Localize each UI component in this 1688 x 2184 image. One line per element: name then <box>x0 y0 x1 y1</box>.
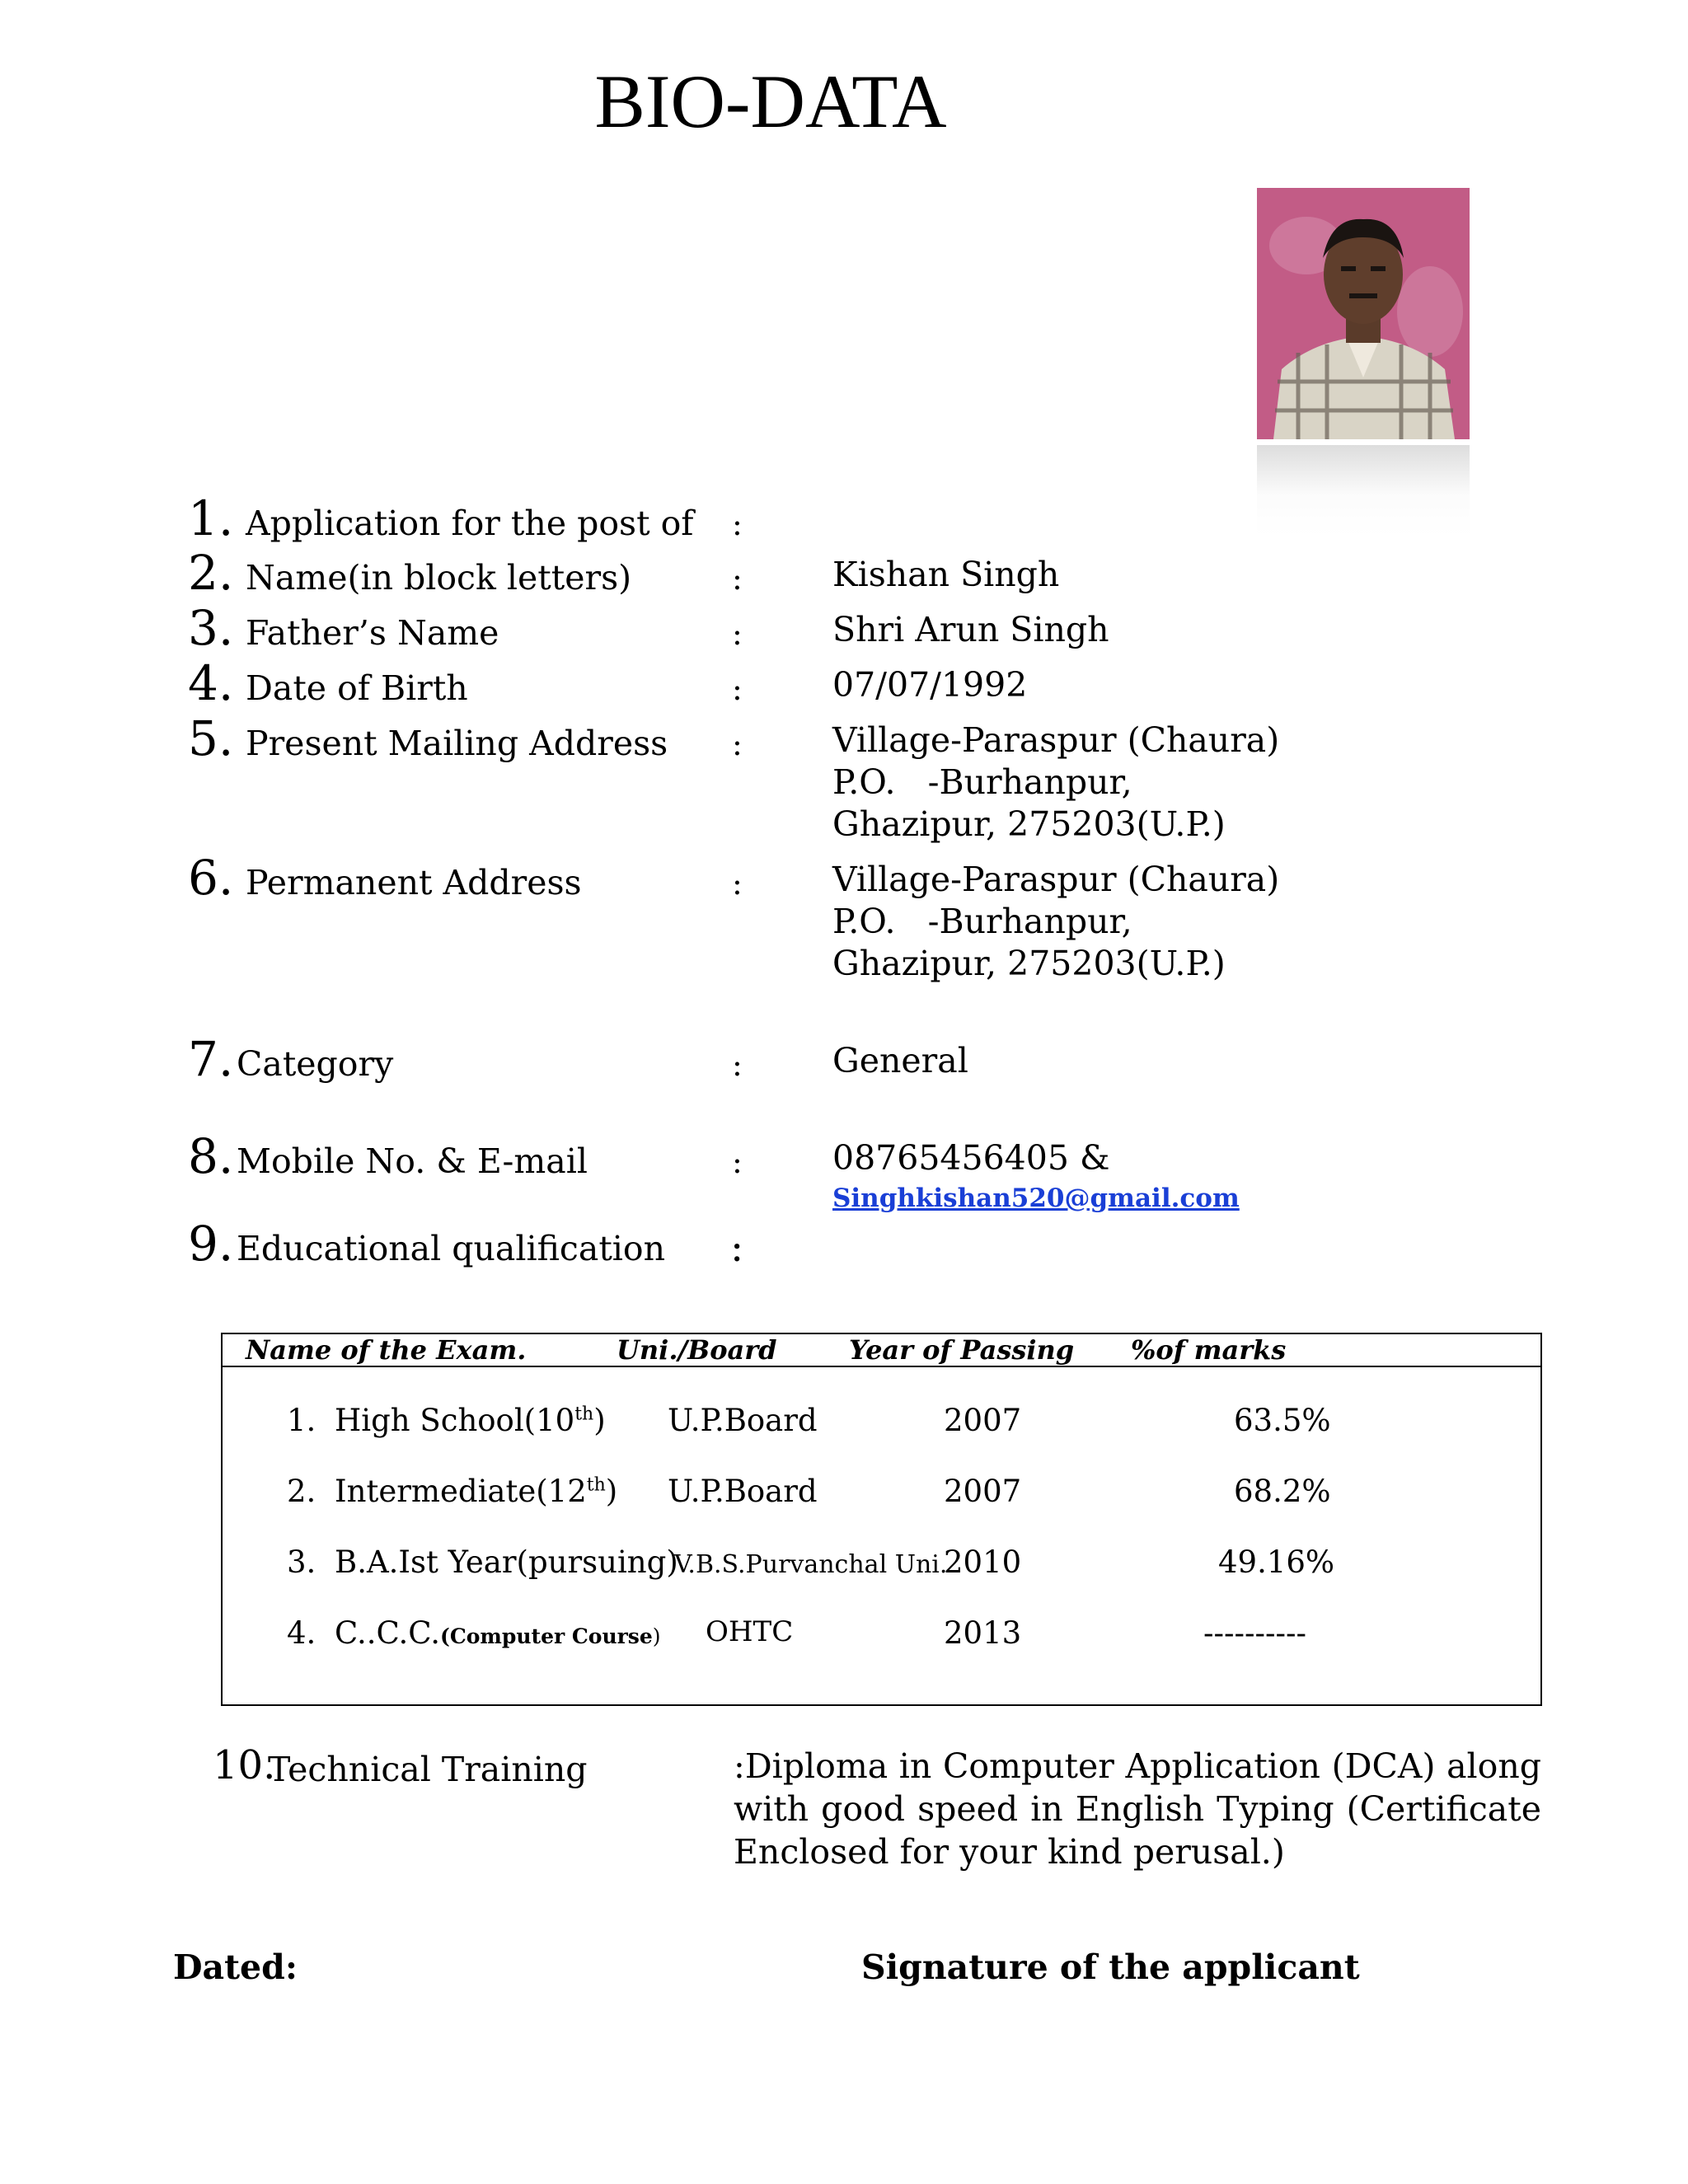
field-colon: : <box>732 616 743 652</box>
field-label-dob: Date of Birth <box>246 668 468 708</box>
field-number: 2. <box>188 545 234 601</box>
permanent-address-line: Village-Paraspur (Chaura) <box>832 860 1280 899</box>
person-image-icon <box>1257 188 1470 439</box>
field-number: 3. <box>188 600 234 656</box>
page-title: BIO-DATA <box>594 59 947 143</box>
table-cell-year: 2007 <box>944 1474 1022 1509</box>
photo-reflection <box>1257 445 1470 536</box>
field-colon: : <box>732 865 743 902</box>
table-cell-board: V.B.S.Purvanchal Uni. <box>674 1550 948 1579</box>
field-label-education: Educational qualification <box>237 1229 666 1268</box>
signature-label: Signature of the applicant <box>861 1947 1360 1987</box>
table-header-divider <box>221 1366 1542 1367</box>
table-cell-exam: B.A.Ist Year(pursuing) <box>335 1544 678 1580</box>
field-label-father: Father’s Name <box>246 613 499 653</box>
field-number: 8. <box>188 1128 234 1184</box>
field-label-post: Application for the post of <box>246 504 694 543</box>
field-number: 1. <box>188 490 234 546</box>
dated-label: Dated: <box>173 1947 298 1987</box>
table-header-exam: Name of the Exam. <box>246 1334 527 1366</box>
field-number: 5. <box>188 710 234 766</box>
field-label-category: Category <box>237 1044 394 1084</box>
table-cell-marks: 63.5% <box>1234 1403 1331 1438</box>
field-label-mailing-address: Present Mailing Address <box>246 724 668 763</box>
email-link[interactable]: Singhkishan520@gmail.com <box>832 1183 1240 1213</box>
table-cell-board: U.P.Board <box>668 1403 818 1438</box>
field-number: 9. <box>188 1216 234 1272</box>
table-cell-board: U.P.Board <box>668 1474 818 1509</box>
field-value-mobile: 08765456405 & <box>832 1138 1110 1178</box>
field-label-mobile-email: Mobile No. & E-mail <box>237 1141 588 1181</box>
table-cell-marks: ---------- <box>1203 1615 1307 1651</box>
table-cell-exam: Intermediate(12th) <box>335 1474 618 1509</box>
field-value-dob: 07/07/1992 <box>832 665 1028 705</box>
table-row-index: 1. <box>287 1403 316 1438</box>
table-row-index: 4. <box>287 1615 316 1651</box>
field-value-category: General <box>832 1041 968 1080</box>
table-cell-marks: 49.16% <box>1218 1544 1335 1580</box>
field-colon: : <box>732 1047 743 1083</box>
field-colon: : <box>732 506 743 542</box>
mailing-address-line: Village-Paraspur (Chaura) <box>832 720 1280 760</box>
table-cell-board: OHTC <box>706 1615 794 1648</box>
table-cell-exam: High School(10th) <box>335 1403 606 1438</box>
applicant-photo <box>1257 188 1470 439</box>
permanent-address-line: P.O. -Burhanpur, <box>832 902 1132 941</box>
table-cell-year: 2013 <box>944 1615 1022 1651</box>
table-header-board: Uni./Board <box>617 1334 777 1366</box>
table-header-marks: %of marks <box>1131 1334 1287 1366</box>
field-colon: : <box>732 726 743 762</box>
table-header-year: Year of Passing <box>849 1334 1075 1366</box>
field-number: 7. <box>188 1031 234 1087</box>
field-colon: : <box>730 1225 744 1271</box>
field-colon: : <box>732 671 743 707</box>
table-cell-year: 2010 <box>944 1544 1022 1580</box>
field-label-permanent-address: Permanent Address <box>246 863 582 902</box>
field-value-father: Shri Arun Singh <box>832 610 1109 649</box>
mailing-address-line: P.O. -Burhanpur, <box>832 762 1132 802</box>
field-colon: : <box>732 1144 743 1180</box>
table-cell-year: 2007 <box>944 1403 1022 1438</box>
mailing-address-line: Ghazipur, 275203(U.P.) <box>832 804 1226 844</box>
field-label-technical: Technical Training <box>268 1750 588 1789</box>
field-value-name: Kishan Singh <box>832 555 1060 594</box>
field-number: 4. <box>188 655 234 711</box>
field-number: 10. <box>213 1742 276 1788</box>
table-row-index: 2. <box>287 1474 316 1509</box>
table-row-index: 3. <box>287 1544 316 1580</box>
field-number: 6. <box>188 850 234 906</box>
field-colon: : <box>732 560 743 597</box>
field-label-name: Name(in block letters) <box>246 558 632 598</box>
table-cell-marks: 68.2% <box>1234 1474 1331 1509</box>
permanent-address-line: Ghazipur, 275203(U.P.) <box>832 944 1226 983</box>
technical-training-text: :Diploma in Computer Application (DCA) along with good speed in English Typing (Certificate Enclosed for your kind perusal.) <box>734 1746 1541 1872</box>
table-cell-exam: C..C.C.(Computer Course) <box>335 1615 661 1651</box>
